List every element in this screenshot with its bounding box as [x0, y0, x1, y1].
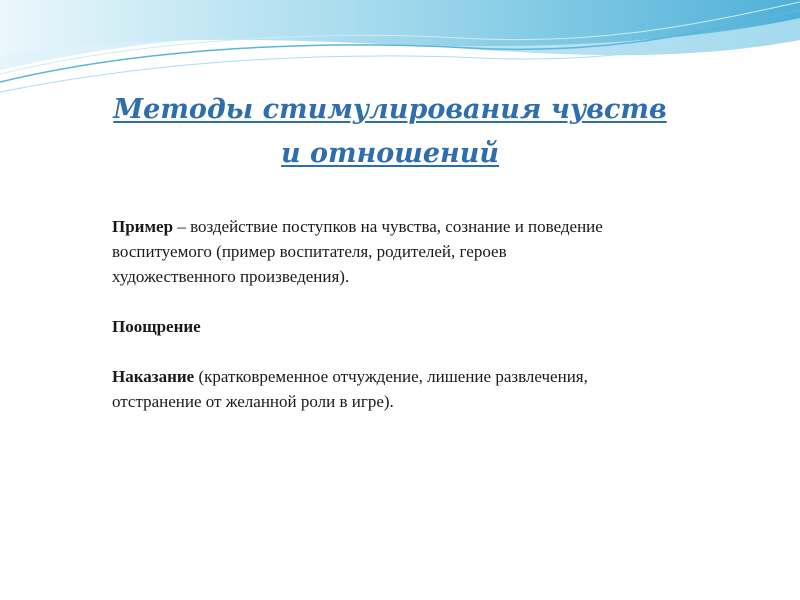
term-punishment: Наказание	[112, 367, 195, 386]
text-punishment: (кратковременное отчуждение, лишение развлечения, отстранение от желанной роли в игре).	[112, 367, 588, 411]
title-line-2: и отношений	[281, 138, 499, 169]
term-example: Пример	[112, 217, 174, 236]
slide-title	[0, 88, 780, 176]
term-encouragement: Поощрение	[112, 317, 201, 336]
content-body	[112, 214, 632, 414]
title-line-1: Методы стимулирования чувств	[113, 94, 667, 125]
item-example	[112, 214, 632, 289]
text-example: – воздействие поступков на чувства, сознание и поведение воспитуемого (пример воспитателя, родителей, героев художественного произведения).	[112, 217, 603, 286]
item-punishment	[112, 364, 632, 414]
item-encouragement	[112, 314, 632, 339]
